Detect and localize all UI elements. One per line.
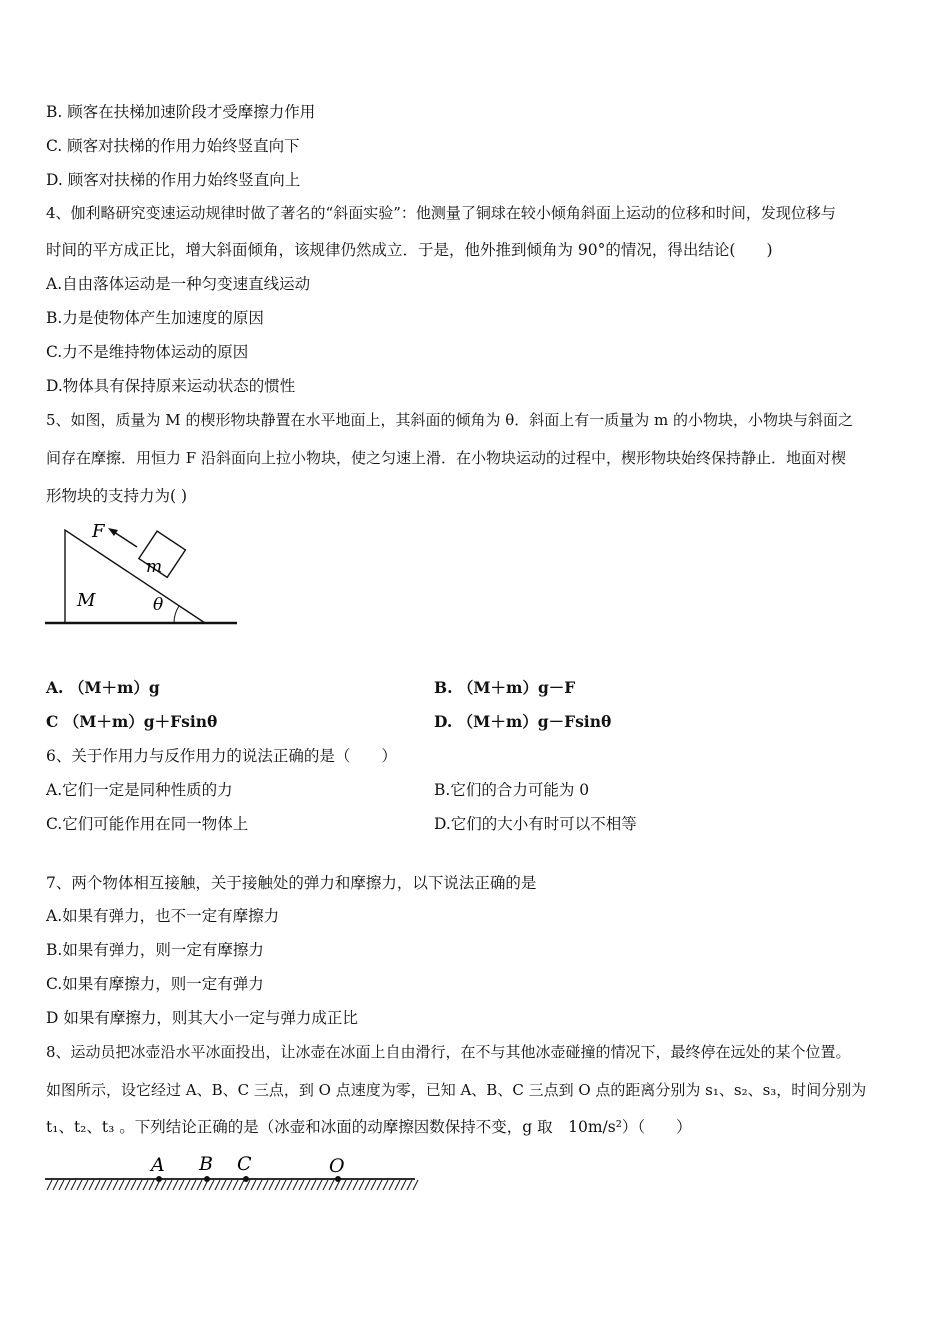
point-C <box>243 1176 249 1182</box>
hatch-mark <box>77 1180 82 1190</box>
hatch-mark <box>401 1180 406 1190</box>
hatch-mark <box>89 1180 94 1190</box>
hatch-mark <box>395 1180 400 1190</box>
hatch-mark <box>137 1180 142 1190</box>
hatch-mark <box>341 1180 346 1190</box>
hatch-mark <box>287 1180 292 1190</box>
q7-option-b: B.如果有弹力，则一定有摩擦力 <box>46 941 264 959</box>
hatch-mark <box>281 1180 286 1190</box>
q6-stem: 6、关于作用力与反作用力的说法正确的是（ ） <box>46 747 397 765</box>
q8-stem-line3: t₁、t₂、t₃ 。下列结论正确的是（冰壶和冰面的动摩擦因数保持不变，g 取 10m/s²）（ ） <box>46 1118 692 1136</box>
hatch-mark <box>305 1180 310 1190</box>
hatch-mark <box>197 1180 202 1190</box>
label-M: M <box>77 590 96 611</box>
hatch-mark <box>71 1180 76 1190</box>
hatch-mark <box>149 1180 154 1190</box>
q5-option-d: D. （M＋m）g－Fsinθ <box>434 712 612 731</box>
hatch-mark <box>161 1180 166 1190</box>
hatch-mark <box>365 1180 370 1190</box>
label-C: C <box>237 1153 252 1175</box>
q5-stem-line3: 形物块的支持力为( ) <box>46 487 188 505</box>
hatch-mark <box>323 1180 328 1190</box>
q6-option-d: D.它们的大小有时可以不相等 <box>434 815 637 833</box>
hatch-mark <box>215 1180 220 1190</box>
q6-option-c: C.它们可能作用在同一物体上 <box>46 815 249 833</box>
hatch-mark <box>239 1180 244 1190</box>
hatch-mark <box>413 1180 418 1190</box>
q8-stem-line1: 8、运动员把冰壶沿水平冰面投出，让冰壶在冰面上自由滑行，在不与其他冰壶碰撞的情况下，最终停在远处的某个位置。 <box>46 1043 851 1061</box>
q3-option-c: C. 顾客对扶梯的作用力始终竖直向下 <box>46 137 300 155</box>
angle-arc <box>174 606 179 623</box>
hatch-mark <box>221 1180 226 1190</box>
hatch-mark <box>293 1180 298 1190</box>
hatch-mark <box>371 1180 376 1190</box>
q3-option-b: B. 顾客在扶梯加速阶段才受摩擦力作用 <box>46 103 316 121</box>
hatch-mark <box>119 1180 124 1190</box>
q7-option-c: C.如果有摩擦力，则一定有弹力 <box>46 975 264 993</box>
q6-option-a: A.它们一定是同种性质的力 <box>46 781 233 799</box>
hatch-mark <box>95 1180 100 1190</box>
hatch-mark <box>389 1180 394 1190</box>
hatch-mark <box>47 1180 52 1190</box>
q6-option-b: B.它们的合力可能为 0 <box>434 781 590 799</box>
q4-stem-line1: 4、伽利略研究变速运动规律时做了著名的“斜面实验”：他测量了铜球在较小倾角斜面上运动的位移和时间，发现位移与 <box>46 204 836 222</box>
ground-hatching <box>47 1180 418 1190</box>
hatch-mark <box>383 1180 388 1190</box>
hatch-mark <box>113 1180 118 1190</box>
hatch-mark <box>227 1180 232 1190</box>
q5-stem-line2: 间存在摩擦．用恒力 F 沿斜面向上拉小物块，使之匀速上滑．在小物块运动的过程中，楔形物块始终保持静止．地面对楔 <box>46 449 846 467</box>
q4-option-c: C.力不是维持物体运动的原因 <box>46 343 249 361</box>
hatch-mark <box>353 1180 358 1190</box>
hatch-mark <box>107 1180 112 1190</box>
hatch-mark <box>269 1180 274 1190</box>
hatch-mark <box>191 1180 196 1190</box>
q7-option-d: D 如果有摩擦力，则其大小一定与弹力成正比 <box>46 1009 358 1027</box>
q4-option-d: D.物体具有保持原来运动状态的惯性 <box>46 377 296 395</box>
hatch-mark <box>251 1180 256 1190</box>
hatch-mark <box>299 1180 304 1190</box>
hatch-mark <box>209 1180 214 1190</box>
label-O: O <box>329 1155 345 1177</box>
ice-track-figure <box>40 1150 420 1200</box>
hatch-mark <box>125 1180 130 1190</box>
point-B <box>204 1176 210 1182</box>
hatch-mark <box>359 1180 364 1190</box>
hatch-mark <box>179 1180 184 1190</box>
hatch-mark <box>407 1180 412 1190</box>
wedge-figure <box>40 515 250 630</box>
q7-option-a: A.如果有弹力，也不一定有摩擦力 <box>46 907 280 925</box>
hatch-mark <box>257 1180 262 1190</box>
label-m: m <box>146 557 163 577</box>
q5-option-c: C （M＋m）g＋Fsinθ <box>46 712 218 731</box>
label-theta: θ <box>153 595 164 615</box>
hatch-mark <box>311 1180 316 1190</box>
hatch-mark <box>185 1180 190 1190</box>
force-arrow-line <box>114 532 137 547</box>
hatch-mark <box>173 1180 178 1190</box>
q5-option-b: B. （M＋m）g－F <box>434 678 576 697</box>
q4-option-b: B.力是使物体产生加速度的原因 <box>46 309 264 327</box>
q7-stem: 7、两个物体相互接触，关于接触处的弹力和摩擦力，以下说法正确的是 <box>46 874 537 892</box>
label-B: B <box>199 1153 213 1175</box>
force-arrowhead <box>108 528 118 536</box>
label-A: A <box>151 1154 165 1176</box>
hatch-mark <box>131 1180 136 1190</box>
hatch-mark <box>347 1180 352 1190</box>
q3-option-d: D. 顾客对扶梯的作用力始终竖直向上 <box>46 171 301 189</box>
hatch-mark <box>83 1180 88 1190</box>
label-F: F <box>92 521 105 542</box>
hatch-mark <box>233 1180 238 1190</box>
hatch-mark <box>101 1180 106 1190</box>
hatch-mark <box>263 1180 268 1190</box>
hatch-mark <box>53 1180 58 1190</box>
hatch-mark <box>329 1180 334 1190</box>
hatch-mark <box>167 1180 172 1190</box>
q4-stem-line2: 时间的平方成正比，增大斜面倾角，该规律仍然成立．于是，他外推到倾角为 90°的情况，得出结论( ) <box>46 241 773 259</box>
q5-stem-line1: 5、如图，质量为 M 的楔形物块静置在水平地面上，其斜面的倾角为 θ．斜面上有一质量为 m 的小物块，小物块与斜面之 <box>46 411 854 429</box>
q4-option-a: A.自由落体运动是一种匀变速直线运动 <box>46 275 311 293</box>
q5-option-a: A. （M＋m）g <box>46 678 160 697</box>
hatch-mark <box>65 1180 70 1190</box>
hatch-mark <box>377 1180 382 1190</box>
point-A <box>156 1176 162 1182</box>
q8-stem-line2: 如图所示，设它经过 A、B、C 三点，到 O 点速度为零，已知 A、B、C 三点到 O 点的距离分别为 s₁、s₂、s₃，时间分别为 <box>46 1081 867 1099</box>
hatch-mark <box>275 1180 280 1190</box>
hatch-mark <box>143 1180 148 1190</box>
hatch-mark <box>59 1180 64 1190</box>
hatch-mark <box>317 1180 322 1190</box>
